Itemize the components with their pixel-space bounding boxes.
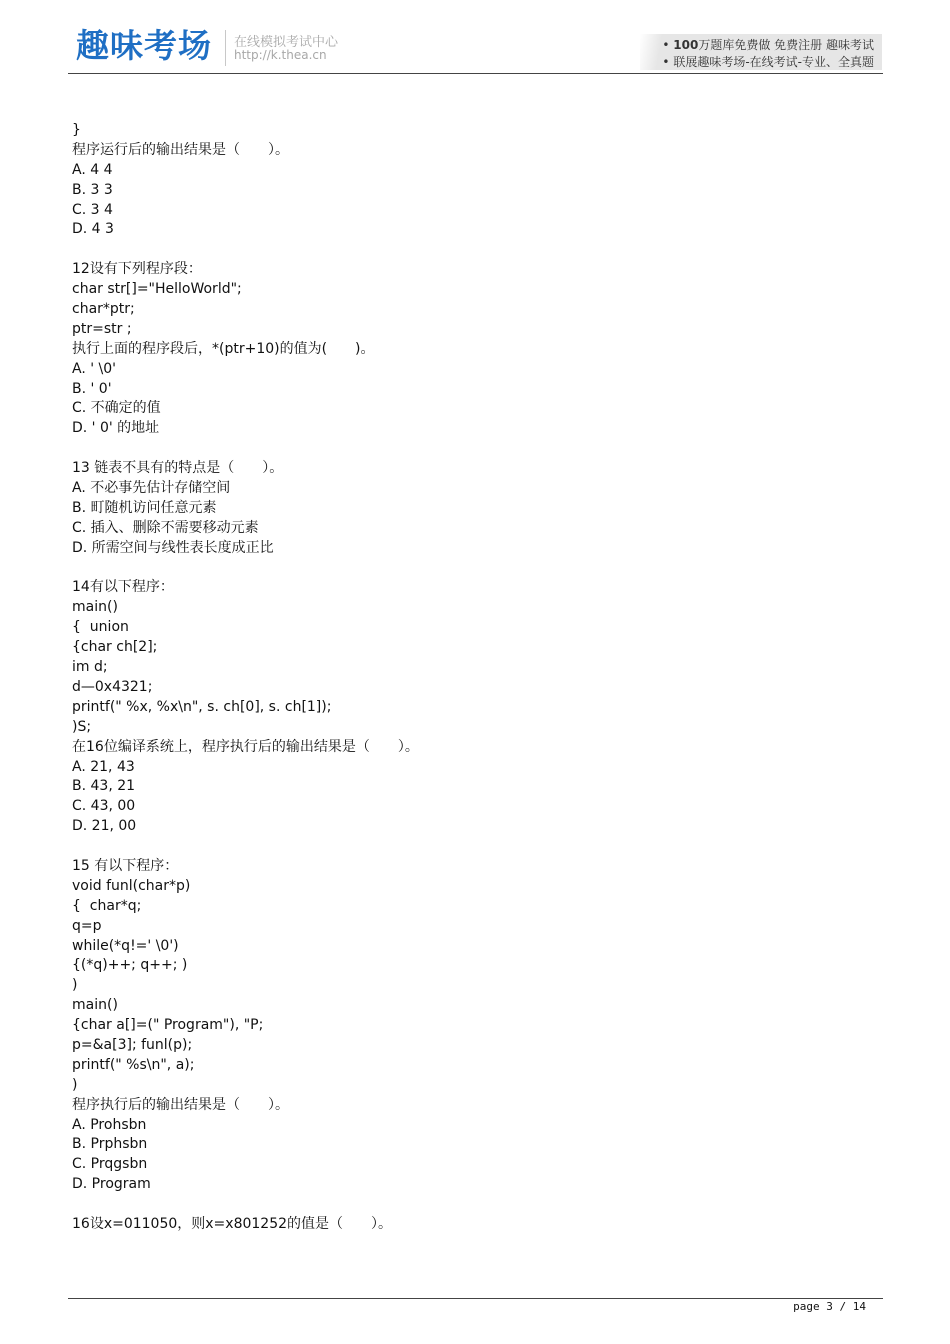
site-url: http://k.thea.cn [234,48,327,62]
text-line: printf(" %s\n", a); [72,1056,195,1073]
text-line: A. 21, 43 [72,758,135,775]
text-line: D. 所需空间与线性表长度成正比 [72,539,274,556]
text-line: C. 插入、删除不需要移动元素 [72,519,259,536]
text-line: B. 3 3 [72,181,113,198]
text-line: { union [72,619,129,636]
text-line: B. 43, 21 [72,778,136,795]
text-line: B. Prphsbn [72,1136,148,1153]
text-line: ) [72,1076,78,1093]
text-line: A. ' \0' [72,360,117,377]
text-line: d—0x4321; [72,678,153,695]
text-line: { char*q; [72,897,142,914]
text-line: 在16位编译系统上，程序执行后的输出结果是（ ）。 [72,738,419,755]
text-line: D. 4 3 [72,221,114,238]
text-line: printf(" %x, %x\n", s. ch[0], s. ch[1]); [72,698,332,715]
page-number: page 3 / 14 [793,1300,866,1313]
text-line: 程序执行后的输出结果是（ ）。 [72,1096,289,1113]
text-line: p=&a[3]; funl(p); [72,1036,193,1053]
text-line: C. Prqgsbn [72,1156,148,1173]
text-line [72,559,882,579]
site-logo: 趣味考场 [76,26,212,65]
text-line: 14有以下程序： [72,579,174,596]
text-line: char str[]="HelloWorld"; [72,281,242,298]
text-line: char*ptr; [72,301,135,318]
text-line [72,837,882,857]
text-line: A. 4 4 [72,161,113,178]
text-line: D. 21, 00 [72,818,137,835]
text-line: C. 3 4 [72,201,113,218]
text-line: 15 有以下程序： [72,857,179,874]
text-line: D. ' 0' 的地址 [72,420,160,437]
text-line [72,439,882,459]
text-line: main() [72,997,118,1014]
text-line: {char ch[2]; [72,639,158,656]
text-line: A. Prohsbn [72,1116,147,1133]
text-line: B. ' 0' [72,380,112,397]
text-line: im d; [72,659,108,676]
text-line: 12设有下列程序段： [72,261,202,278]
footer-divider [68,1298,883,1299]
text-line: {char a[]=(" Program"), "P; [72,1017,264,1034]
text-line: ) [72,977,78,994]
promo-banner [640,34,882,70]
text-line: q=p [72,917,102,934]
promo-line-2 [662,53,874,70]
promo-text-2: 联展趣味考场-在线考试-专业、全真题 [673,55,874,69]
site-subtitle: 在线模拟考试中心 [234,35,339,50]
text-line: 13 链表不具有的特点是（ ）。 [72,460,284,477]
text-line: D. Program [72,1176,151,1193]
text-line [72,1195,882,1215]
text-line: C. 不确定的值 [72,400,161,417]
bullet-icon: • [662,55,670,69]
bullet-icon: • [662,38,670,52]
text-line: void funl(char*p) [72,877,191,894]
promo-highlight: 100 [673,38,699,52]
text-line: C. 43, 00 [72,798,136,815]
promo-line-1 [662,36,874,53]
text-line: while(*q!=' \0') [72,937,179,954]
text-line: main() [72,599,118,616]
text-line: 程序运行后的输出结果是（ ）。 [72,141,289,158]
text-line: ptr=str ; [72,320,132,337]
text-line: 16设x=011050，则x=x801252的值是（ ）。 [72,1215,393,1232]
document-body [72,121,882,1235]
text-line: A. 不必事先估计存储空间 [72,480,231,497]
header-divider [68,73,883,74]
text-line: {(*q)++; q++; ) [72,957,188,974]
text-line: )S; [72,718,92,735]
text-line [72,240,882,260]
logo-divider [225,30,226,66]
page-header [0,0,950,80]
promo-text-1: 万题库免费做 免费注册 趣味考试 [698,38,874,52]
text-line: B. 町随机访问任意元素 [72,499,217,516]
text-line: 执行上面的程序段后，*(ptr+10)的值为( )。 [72,340,375,357]
text-line: } [72,122,81,138]
